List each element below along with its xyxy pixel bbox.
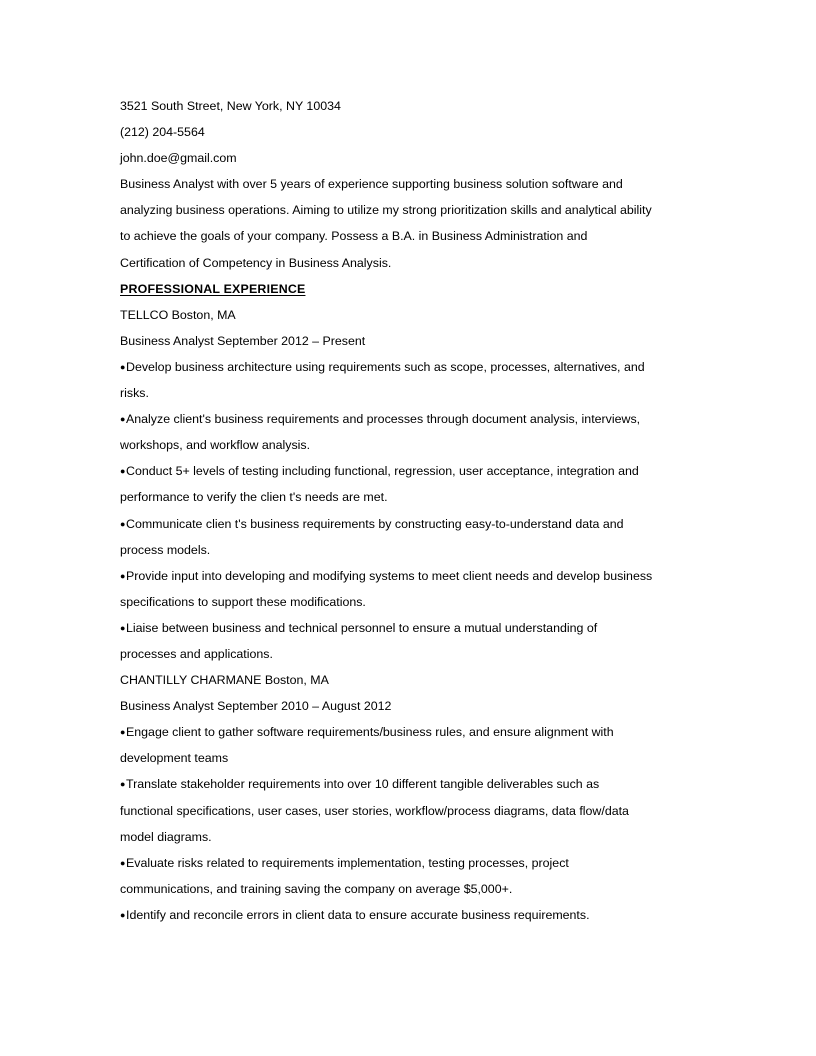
bullet-text: performance to verify the clien t's needs are met. [120, 490, 388, 505]
bullet-text: Conduct 5+ levels of testing including functional, regression, user acceptance, integration and [126, 464, 639, 479]
bullet-icon: ● [120, 518, 126, 529]
job-company: CHANTILLY CHARMANE Boston, MA [120, 673, 329, 688]
bullet-icon: ● [120, 779, 126, 790]
job-bullet [120, 771, 700, 849]
job-bullet [120, 354, 700, 406]
bullet-text: Develop business architecture using requirements such as scope, processes, alternatives, and [126, 359, 645, 374]
contact-address: 3521 South Street, New York, NY 10034 [120, 99, 341, 113]
bullet-text: Analyze client's business requirements and processes through document analysis, interviews, [126, 412, 641, 427]
summary-line: to achieve the goals of your company. Possess a B.A. in Business Administration and [120, 229, 588, 244]
bullet-text: workshops, and workflow analysis. [120, 438, 311, 453]
job-company: TELLCO Boston, MA [120, 307, 236, 322]
job-entry-tellco [120, 302, 700, 667]
bullet-icon: ● [120, 466, 126, 477]
bullet-text: Communicate clien t's business requirements by constructing easy-to-understand data and [126, 516, 624, 531]
contact-email: john.doe@gmail.com [120, 151, 237, 166]
summary-line: Certification of Competency in Business Analysis. [120, 255, 392, 270]
bullet-icon: ● [120, 414, 126, 425]
bullet-icon: ● [120, 857, 126, 868]
bullet-text: Engage client to gather software requirements/business rules, and ensure alignment with [126, 725, 614, 740]
bullet-icon: ● [120, 909, 126, 920]
summary-paragraph [120, 171, 700, 275]
resume-page [120, 93, 700, 928]
job-bullet [120, 615, 700, 667]
bullet-text: specifications to support these modifications. [120, 594, 366, 609]
section-heading-experience: PROFESSIONAL EXPERIENCE [120, 281, 306, 296]
job-role: Business Analyst September 2012 – Present [120, 333, 366, 348]
job-bullet [120, 458, 700, 510]
bullet-text: Identify and reconcile errors in client data to ensure accurate business requirements. [126, 907, 590, 922]
bullet-text: Evaluate risks related to requirements implementation, testing processes, project [126, 855, 569, 870]
bullet-text: functional specifications, user cases, user stories, workflow/process diagrams, data flow/data [120, 803, 629, 818]
bullet-text: model diagrams. [120, 829, 212, 844]
job-bullet [120, 563, 700, 615]
bullet-text: process models. [120, 542, 211, 557]
job-entry-chantilly-charmane [120, 667, 700, 928]
job-bullet [120, 406, 700, 458]
summary-line: Business Analyst with over 5 years of experience supporting business solution software and [120, 177, 623, 192]
job-role: Business Analyst September 2010 – August 2012 [120, 699, 392, 714]
bullet-icon: ● [120, 361, 126, 372]
job-bullet [120, 902, 700, 928]
bullet-text: risks. [120, 386, 149, 401]
bullet-icon: ● [120, 570, 126, 581]
summary-line: analyzing business operations. Aiming to utilize my strong prioritization skills and analytical ability [120, 203, 652, 218]
bullet-text: communications, and training saving the company on average $5,000+. [120, 881, 513, 896]
contact-phone: (212) 204-5564 [120, 125, 205, 140]
bullet-text: Liaise between business and technical personnel to ensure a mutual understanding of [126, 620, 598, 635]
job-bullet [120, 850, 700, 902]
bullet-text: Provide input into developing and modifying systems to meet client needs and develop business [126, 568, 653, 583]
job-bullet [120, 719, 700, 771]
bullet-icon: ● [120, 622, 126, 633]
job-bullet [120, 511, 700, 563]
bullet-text: Translate stakeholder requirements into over 10 different tangible deliverables such as [126, 777, 600, 792]
bullet-text: development teams [120, 751, 229, 766]
bullet-icon: ● [120, 727, 126, 738]
bullet-text: processes and applications. [120, 646, 273, 661]
